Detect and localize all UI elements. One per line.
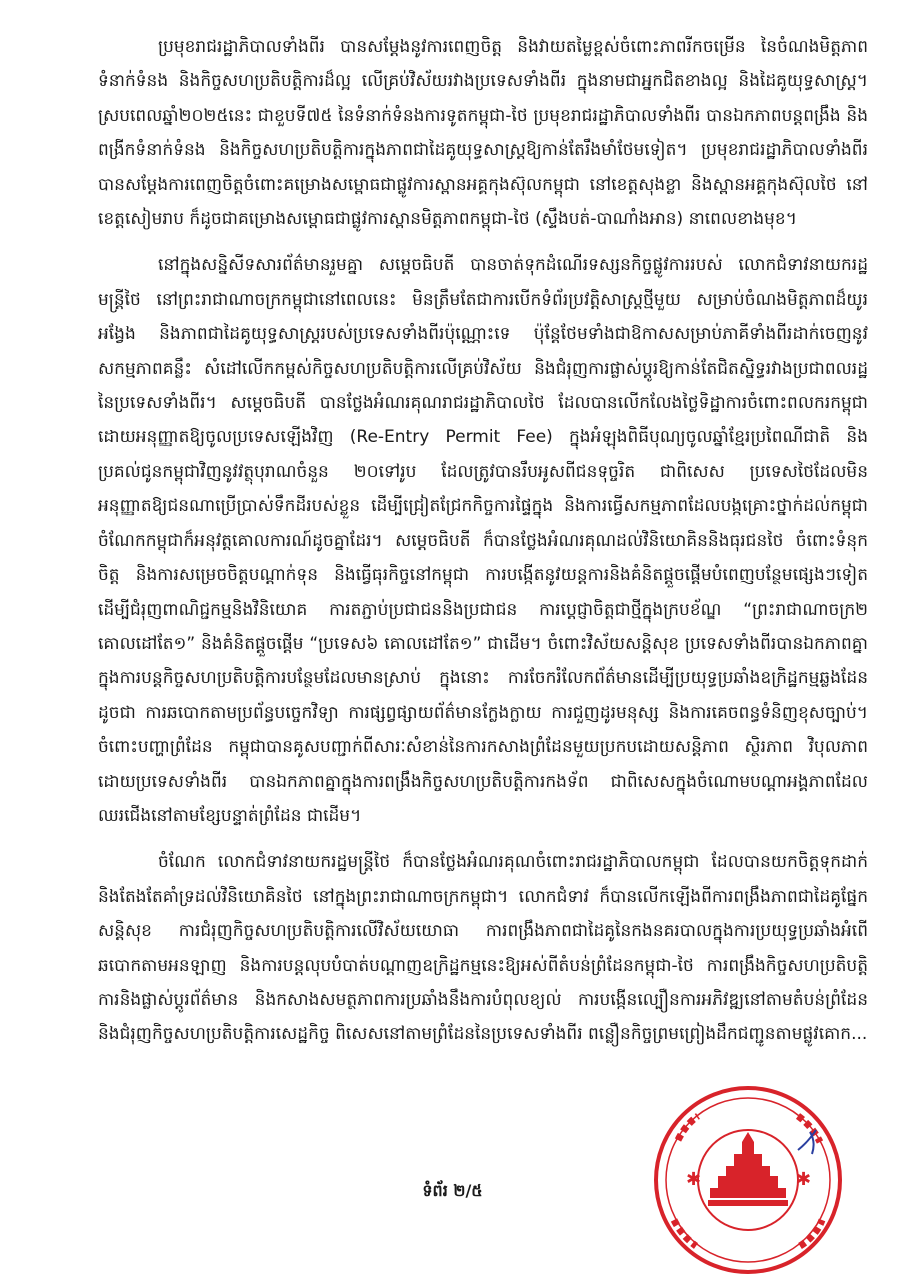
paragraph-1: ប្រមុខរាជរដ្ឋាភិបាលទាំងពីរ បានសម្ដែងនូវការពេញចិត្ត និងវាយតម្លៃខ្ពស់ចំពោះភាពរីកចម្រើន នៃចំណងមិត្តភាព ទំនាក់ទំនង និងកិច្ចសហប្រតិបត្តិការដ៏ល្អ លើគ្រប់វិស័យរវាងប្រទេសទាំងពីរ ក្នុងនាមជាអ្នកជិតខាងល្អ និងដៃគូយុទ្ធសាស្ត្រ។ ស្របពេលឆ្នាំ២០២៥នេះ ជាខួបទី៧៥ នៃទំនាក់ទំនងការទូតកម្ពុជា-ថៃ ប្រមុខរាជរដ្ឋាភិបាលទាំងពីរ បានឯកភាពបន្តពង្រឹង និងពង្រីកទំនាក់ទំនង និងកិច្ចសហប្រតិបត្តិការក្នុងភាពជាដៃគូយុទ្ធសាស្ត្រឱ្យកាន់តែរឹងមាំថែមទៀត។ ប្រមុខរាជរដ្ឋាភិបាលទាំងពីរ បានសម្ដែងការពេញចិត្តចំពោះគម្រោងសម្ពោធជាផ្លូវការស្ពានអគ្គកុងស៊ុលកម្ពុជា នៅខេត្តសុងខ្លា និងស្ពានអគ្គកុងស៊ុលថៃ នៅខេត្តសៀមរាប ក៏ដូចជាគម្រោងសម្ពោធជាផ្លូវការស្ពានមិត្តភាពកម្ពុជា-ថៃ (ស្ទឹងបត់-បាណាំងអាន) នាពេលខាងមុខ។ — [98, 37, 868, 230]
official-seal-icon — [648, 1080, 848, 1280]
page-number: ទំព័រ ២/៥ — [422, 1181, 483, 1200]
body-text — [98, 30, 868, 1064]
paragraph-2: នៅក្នុងសន្និសីទសារព័ត៌មានរួមគ្នា សម្ដេចធិបតី បានចាត់ទុកដំណើរទស្សនកិច្ចផ្លូវការរបស់ លោកជំទាវនាយករដ្ឋមន្ត្រីថៃ នៅព្រះរាជាណាចក្រកម្ពុជានៅពេលនេះ មិនត្រឹមតែជាការបើកទំព័រប្រវត្តិសាស្ត្រថ្មីមួយ សម្រាប់ចំណងមិត្តភាពដ៏យូរអង្វែង និងភាពជាដៃគូយុទ្ធសាស្ត្ររបស់ប្រទេសទាំងពីរប៉ុណ្ណោះទេ ប៉ុន្តែថែមទាំងជាឱកាសសម្រាប់ភាគីទាំងពីរដាក់ចេញនូវសកម្មភាពគន្លឹះ សំដៅលើកកម្ពស់កិច្ចសហប្រតិបត្តិការលើគ្រប់វិស័យ និងជំរុញការផ្លាស់ប្ដូរឱ្យកាន់តែជិតស្និទ្ធរវាងប្រជាពលរដ្ឋនៃប្រទេសទាំងពីរ។ សម្ដេចធិបតី បានថ្លែងអំណរគុណរាជរដ្ឋាភិបាលថៃ ដែលបានលើកលែងថ្លៃទិដ្ឋាការចំពោះពលករកម្ពុជា ដោយអនុញ្ញាតឱ្យចូលប្រទេសឡើងវិញ (Re-Entry Permit Fee) ក្នុងអំឡុងពិធីបុណ្យចូលឆ្នាំខ្មែរប្រពៃណីជាតិ និងប្រគល់ជូនកម្ពុជាវិញនូវវត្ថុបុរាណចំនួន ២០ទៅរូប ដែលត្រូវបានរឹបអូសពីជនទុច្ចរិត ជាពិសេស ប្រទេសថៃដែលមិនអនុញ្ញាតឱ្យជនណាប្រើប្រាស់ទឹកដីរបស់ខ្លួន ដើម្បីជ្រៀតជ្រែកកិច្ចការផ្ទៃក្នុង និងការធ្វើសកម្មភាពដែលបង្កគ្រោះថ្នាក់ដល់កម្ពុជា ចំណែកកម្ពុជាក៏អនុវត្តគោលការណ៍ដូចគ្នាដែរ។ សម្ដេចធិបតី ក៏បានថ្លែងអំណរគុណដល់វិនិយោគិននិងធុរជនថៃ ចំពោះទំនុកចិត្ត និងការសម្រេចចិត្តបណ្ដាក់ទុន និងធ្វើធុរកិច្ចនៅកម្ពុជា ការបង្កើតនូវយន្តការនិងគំនិតផ្ដួចផ្ដើមបំពេញបន្ថែមផ្សេងៗទៀត ដើម្បីជំរុញពាណិជ្ជកម្មនិងវិនិយោគ ការតភ្ជាប់ប្រជាជននិងប្រជាជន ការប្ដេជ្ញាចិត្តជាថ្មីក្នុងក្របខ័ណ្ឌ “ព្រះរាជាណាចក្រ២ គោលដៅតែ១” និងគំនិតផ្ដួចផ្ដើម “ប្រទេស៦ គោលដៅតែ១” ជាដើម។ ចំពោះវិស័យសន្តិសុខ ប្រទេសទាំងពីរបានឯកភាពគ្នាក្នុងការបន្តកិច្ចសហប្រតិបត្តិការបន្ថែមដែលមានស្រាប់ ក្នុងនោះ ការចែករំលែកព័ត៌មានដើម្បីប្រយុទ្ធប្រឆាំងឧក្រិដ្ឋកម្មឆ្លងដែន ដូចជា ការឆបោកតាមប្រព័ន្ធបច្ចេកវិទ្យា ការផ្សព្វផ្សាយព័ត៌មានក្លែងក្លាយ ការជួញដូរមនុស្ស និងការគេចពន្ធទំនិញខុសច្បាប់។ ចំពោះបញ្ហាព្រំដែន កម្ពុជាបានគូសបញ្ជាក់ពីសារៈសំខាន់នៃការកសាងព្រំដែនមួយប្រកបដោយសន្តិភាព ស្ថិរភាព វិបុលភាព ដោយប្រទេសទាំងពីរ បានឯកភាពគ្នាក្នុងការពង្រឹងកិច្ចសហប្រតិបត្តិការកងទ័ព ជាពិសេសក្នុងចំណោមបណ្ដាអង្គភាពដែលឈរជើងនៅតាមខ្សែបន្ទាត់ព្រំដែន ជាដើម។ — [98, 255, 868, 826]
svg-text:✱: ✱ — [796, 1169, 812, 1190]
paragraph-3: ចំណែក លោកជំទាវនាយករដ្ឋមន្ត្រីថៃ ក៏បានថ្លែងអំណរគុណចំពោះរាជរដ្ឋាភិបាលកម្ពុជា ដែលបានយកចិត្តទុកដាក់ និងតែងតែគាំទ្រដល់វិនិយោគិនថៃ នៅក្នុងព្រះរាជាណាចក្រកម្ពុជា។ លោកជំទាវ ក៏បានលើកឡើងពីការពង្រឹងភាពជាដៃគូផ្នែកសន្តិសុខ ការជំរុញកិច្ចសហប្រតិបត្តិការលើវិស័យយោធា ការពង្រឹងភាពជាដៃគូនៃកងនគរបាលក្នុងការប្រយុទ្ធប្រឆាំងអំពើឆបោកតាមអនឡាញ និងការបន្តលុបបំបាត់បណ្ដាញឧក្រិដ្ឋកម្មនេះឱ្យអស់ពីតំបន់ព្រំដែនកម្ពុជា-ថៃ ការពង្រឹងកិច្ចសហប្រតិបត្តិការនិងផ្លាស់ប្ដូរព័ត៌មាន និងកសាងសមត្ថភាពការប្រឆាំងនឹងការបំពុលខ្យល់ ការបង្កើនល្បឿនការអភិវឌ្ឍនៅតាមតំបន់ព្រំដែន និងជំរុញកិច្ចសហប្រតិបត្តិការសេដ្ឋកិច្ច ពិសេសនៅតាមព្រំដែននៃប្រទេសទាំងពីរ ពន្លឿនកិច្ចព្រមព្រៀងដឹកជញ្ជូនតាមផ្លូវគោក... — [98, 852, 868, 1045]
svg-text:✱: ✱ — [686, 1169, 702, 1190]
